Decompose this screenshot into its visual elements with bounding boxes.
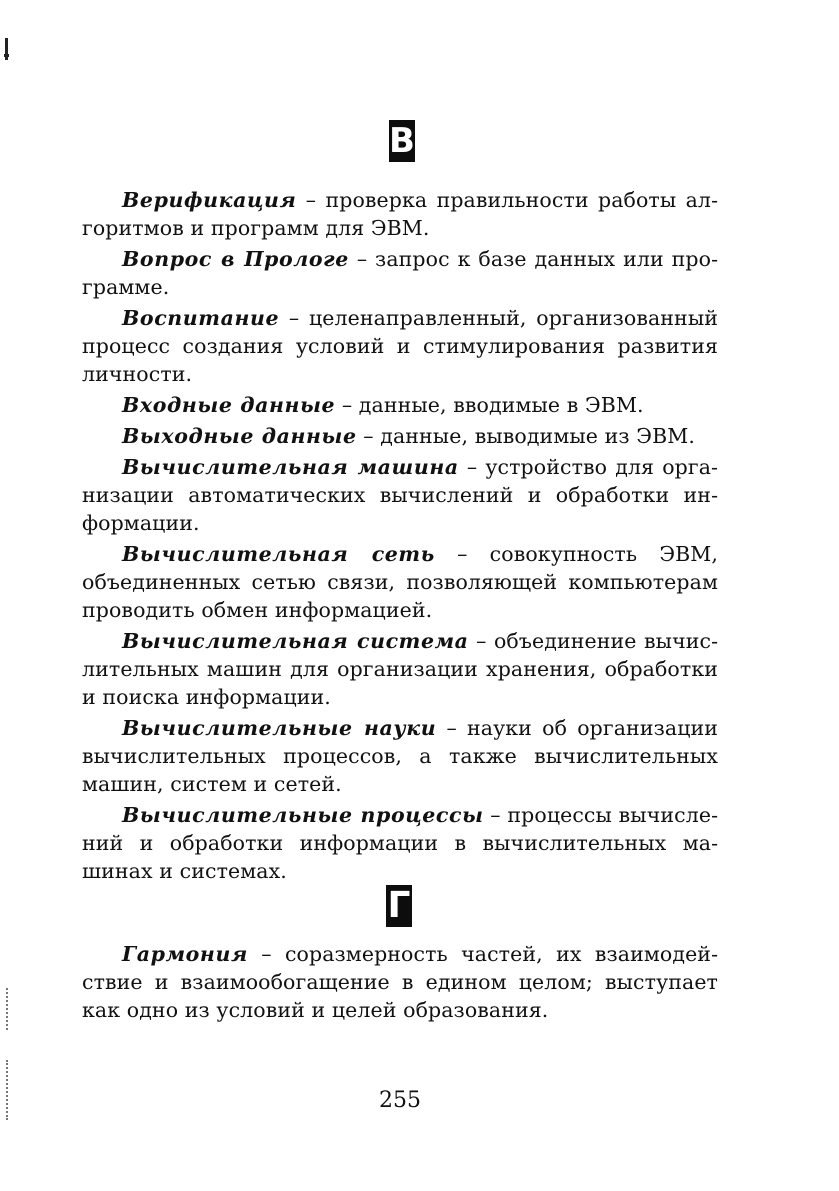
glossary-entry: [82, 422, 718, 450]
glossary-entry: [82, 245, 718, 301]
glossary-entry: [82, 801, 718, 885]
entry-definition: – устройство для организации автоматических вычислений и обработки информации.: [82, 455, 718, 535]
entry-definition: – процессы вычислений и обработки информации в вычислительных машинах и системах.: [82, 803, 718, 883]
entry-term: Воспитание: [122, 306, 280, 330]
glossary-entry: [82, 540, 718, 624]
entry-term: Вычислительная машина: [122, 455, 459, 479]
entry-term: Вычислительная система: [122, 629, 469, 653]
entry-term: Вычислительные науки: [122, 716, 437, 740]
entry-definition: – соразмерность частей, их взаимодействие и взаимообогащение в едином целом; выступает как одно из условий и целей образования.: [82, 942, 718, 1022]
entry-term: Вопрос в Прологе: [122, 247, 349, 271]
entry-definition: – данные, выводимые из ЭВМ.: [356, 424, 695, 448]
glossary-entry: [82, 940, 718, 1024]
entry-term: Гармония: [122, 942, 248, 966]
entry-definition: – проверка правильности работы алгоритмов и программ для ЭВМ.: [82, 188, 718, 240]
entry-definition: – науки об организации вычислительных процессов, а также вычислительных машин, систем и сетей.: [82, 716, 719, 796]
glossary-entry: [82, 391, 718, 419]
glossary-entry: [82, 186, 718, 242]
margin-mark: [5, 38, 8, 60]
entry-definition: – совокупность ЭВМ, объединенных сетью связи, позволяющей компьютерам проводить обмен информацией.: [82, 542, 718, 622]
page-number: 255: [379, 1088, 421, 1113]
entry-term: Верификация: [122, 188, 297, 212]
entry-term: Выходные данные: [122, 424, 357, 448]
entry-term: Вычислительная сеть: [122, 542, 435, 566]
glossary-entry: [82, 304, 718, 388]
section-g-entries: [82, 940, 718, 1027]
edge-dots-upper: [6, 988, 10, 1030]
entry-definition: – целенаправленный, организованный процесс создания условий и стимулирования развития личности.: [82, 306, 718, 386]
glossary-entry: [82, 714, 718, 798]
entry-definition: – запрос к базе данных или программе.: [82, 247, 718, 299]
glossary-entry: [82, 627, 718, 711]
section-letter-v: В: [389, 121, 415, 161]
entry-term: Входные данные: [122, 393, 336, 417]
glossary-entry: [82, 453, 718, 537]
section-letter-g: Г: [387, 885, 411, 926]
section-v-entries: [82, 186, 718, 888]
entry-definition: – данные, вводимые в ЭВМ.: [335, 393, 644, 417]
entry-term: Вычислительные процессы: [122, 803, 484, 827]
entry-definition: – объединение вычислительных машин для организации хранения, обработки и поиска информации.: [82, 629, 718, 709]
